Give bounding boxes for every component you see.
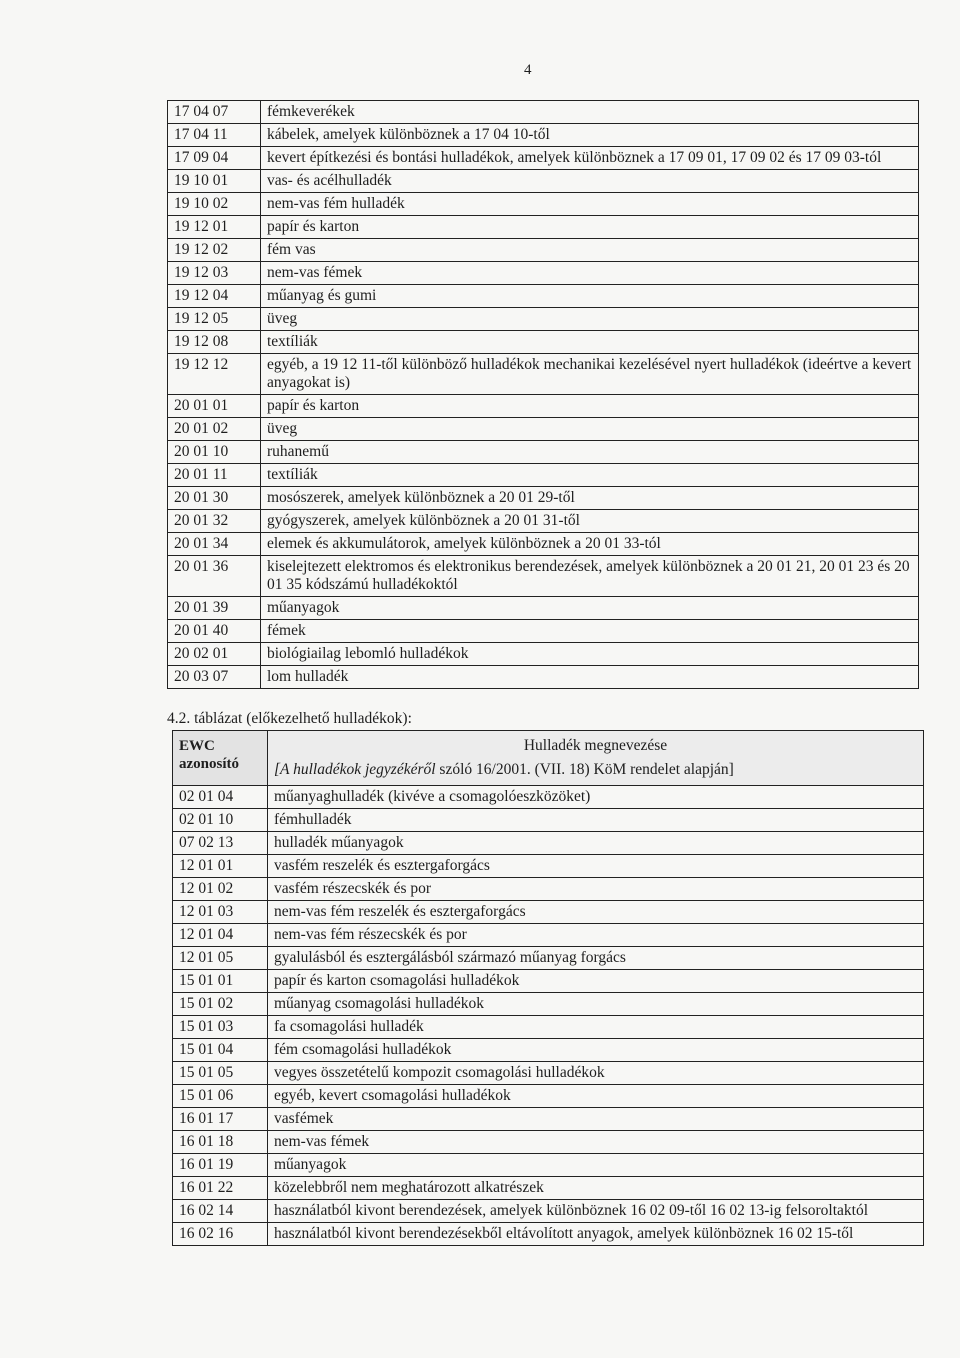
header-legal-reference-rest: szóló 16/2001. (VII. 18) KöM rendelet alapján]	[435, 761, 734, 778]
waste-description-cell: fémkeverékek	[261, 101, 919, 124]
waste-code-cell: 15 01 06	[173, 1085, 268, 1108]
table-row	[173, 1039, 924, 1062]
waste-description-cell: közelebbről nem meghatározott alkatrészek	[268, 1177, 924, 1200]
waste-description-cell: műanyagok	[268, 1154, 924, 1177]
table-row	[173, 809, 924, 832]
waste-description-cell: nem-vas fémek	[261, 262, 919, 285]
waste-description-cell: textíliák	[261, 464, 919, 487]
waste-description-cell: textíliák	[261, 331, 919, 354]
table-row	[173, 855, 924, 878]
table-row	[168, 262, 919, 285]
waste-code-cell: 16 02 14	[173, 1200, 268, 1223]
table-row	[173, 970, 924, 993]
waste-description-cell: mosószerek, amelyek különböznek a 20 01 29-től	[261, 487, 919, 510]
table-row	[173, 1223, 924, 1246]
table-row	[173, 1154, 924, 1177]
waste-code-cell: 16 01 17	[173, 1108, 268, 1131]
waste-description-cell: vasfém részecskék és por	[268, 878, 924, 901]
waste-code-cell: 19 12 04	[168, 285, 261, 308]
waste-code-cell: 07 02 13	[173, 832, 268, 855]
table-row	[168, 510, 919, 533]
table-row	[168, 418, 919, 441]
header-id-label: azonosító	[179, 756, 239, 772]
table-row	[173, 901, 924, 924]
waste-code-table-2	[172, 730, 924, 1246]
waste-description-cell: biológiailag lebomló hulladékok	[261, 643, 919, 666]
waste-code-cell: 16 01 18	[173, 1131, 268, 1154]
header-name-cell	[268, 731, 924, 786]
table-row	[168, 354, 919, 395]
waste-description-cell: használatból kivont berendezések, amelyek különböznek 16 02 09-től 16 02 13-ig felsoroltaktól	[268, 1200, 924, 1223]
waste-code-cell: 20 01 34	[168, 533, 261, 556]
waste-code-cell: 15 01 01	[173, 970, 268, 993]
table-row	[168, 464, 919, 487]
waste-code-cell: 15 01 03	[173, 1016, 268, 1039]
waste-code-cell: 12 01 01	[173, 855, 268, 878]
table-row	[173, 1200, 924, 1223]
table-row	[168, 239, 919, 262]
waste-code-cell: 17 04 11	[168, 124, 261, 147]
waste-description-cell: műanyaghulladék (kivéve a csomagolóeszközöket)	[268, 786, 924, 809]
header-legal-reference	[274, 761, 917, 779]
waste-description-cell: elemek és akkumulátorok, amelyek különböznek a 20 01 33-tól	[261, 533, 919, 556]
table-row	[173, 786, 924, 809]
waste-code-cell: 20 01 39	[168, 597, 261, 620]
table-row	[168, 487, 919, 510]
table-row	[168, 331, 919, 354]
table-row	[168, 147, 919, 170]
header-legal-reference-italic: [A hulladékok jegyzékéről	[274, 761, 436, 778]
waste-code-cell: 17 04 07	[168, 101, 261, 124]
table-caption: 4.2. táblázat (előkezelhető hulladékok):	[167, 710, 412, 727]
waste-code-cell: 20 03 07	[168, 666, 261, 689]
waste-code-cell: 16 01 19	[173, 1154, 268, 1177]
table-row	[173, 993, 924, 1016]
waste-description-cell: papír és karton	[261, 395, 919, 418]
table-row	[168, 533, 919, 556]
waste-code-cell: 20 02 01	[168, 643, 261, 666]
waste-code-cell: 15 01 05	[173, 1062, 268, 1085]
waste-description-cell: vegyes összetételű kompozit csomagolási hulladékok	[268, 1062, 924, 1085]
waste-description-cell: hulladék műanyagok	[268, 832, 924, 855]
table-row	[173, 924, 924, 947]
waste-code-cell: 19 12 02	[168, 239, 261, 262]
waste-code-cell: 16 02 16	[173, 1223, 268, 1246]
waste-code-cell: 20 01 11	[168, 464, 261, 487]
waste-description-cell: használatból kivont berendezésekből eltávolított anyagok, amelyek különböznek 16 02 15-től	[268, 1223, 924, 1246]
table-row	[168, 170, 919, 193]
table-row	[173, 947, 924, 970]
waste-description-cell: gyalulásból és esztergálásból származó műanyag forgács	[268, 947, 924, 970]
waste-description-cell: ruhanemű	[261, 441, 919, 464]
waste-code-cell: 20 01 36	[168, 556, 261, 597]
waste-description-cell: egyéb, kevert csomagolási hulladékok	[268, 1085, 924, 1108]
table-row	[173, 1131, 924, 1154]
waste-description-cell: műanyag és gumi	[261, 285, 919, 308]
waste-code-cell: 02 01 10	[173, 809, 268, 832]
waste-description-cell: fa csomagolási hulladék	[268, 1016, 924, 1039]
table-row	[168, 666, 919, 689]
waste-description-cell: fémek	[261, 620, 919, 643]
waste-description-cell: műanyag csomagolási hulladékok	[268, 993, 924, 1016]
waste-code-cell: 17 09 04	[168, 147, 261, 170]
header-ewc-label: EWC	[179, 738, 215, 754]
waste-description-cell: kábelek, amelyek különböznek a 17 04 10-től	[261, 124, 919, 147]
table-row	[173, 878, 924, 901]
table-header-row	[173, 731, 924, 786]
waste-code-cell: 15 01 02	[173, 993, 268, 1016]
waste-code-cell: 20 01 01	[168, 395, 261, 418]
waste-description-cell: fém vas	[261, 239, 919, 262]
waste-code-cell: 19 12 05	[168, 308, 261, 331]
table-row	[168, 597, 919, 620]
table-row	[173, 1177, 924, 1200]
waste-code-cell: 19 12 01	[168, 216, 261, 239]
waste-code-cell: 20 01 30	[168, 487, 261, 510]
waste-description-cell: egyéb, a 19 12 11-től különböző hulladékok mechanikai kezelésével nyert hulladékok (ideértve a kevert anyagokat is)	[261, 354, 919, 395]
waste-description-cell: műanyagok	[261, 597, 919, 620]
waste-code-cell: 19 12 03	[168, 262, 261, 285]
header-ewc-cell	[173, 731, 268, 786]
table-row	[168, 395, 919, 418]
waste-code-cell: 19 10 02	[168, 193, 261, 216]
waste-description-cell: nem-vas fém részecskék és por	[268, 924, 924, 947]
waste-description-cell: papír és karton csomagolási hulladékok	[268, 970, 924, 993]
waste-code-table-1	[167, 100, 919, 689]
waste-description-cell: nem-vas fémek	[268, 1131, 924, 1154]
waste-description-cell: nem-vas fém hulladék	[261, 193, 919, 216]
table-row	[173, 1016, 924, 1039]
waste-description-cell: gyógyszerek, amelyek különböznek a 20 01 31-től	[261, 510, 919, 533]
table-row	[168, 216, 919, 239]
waste-code-cell: 20 01 40	[168, 620, 261, 643]
table-row	[173, 1085, 924, 1108]
header-name-label: Hulladék megnevezése	[523, 737, 668, 754]
waste-code-cell: 20 01 02	[168, 418, 261, 441]
table-row	[168, 285, 919, 308]
waste-description-cell: lom hulladék	[261, 666, 919, 689]
waste-code-cell: 19 12 08	[168, 331, 261, 354]
waste-description-cell: papír és karton	[261, 216, 919, 239]
waste-description-cell: üveg	[261, 418, 919, 441]
table-row	[168, 441, 919, 464]
waste-description-cell: kevert építkezési és bontási hulladékok, amelyek különböznek a 17 09 01, 17 09 02 és 17 09 03-tól	[261, 147, 919, 170]
page-number: 4	[524, 62, 532, 78]
waste-code-cell: 16 01 22	[173, 1177, 268, 1200]
waste-description-cell: nem-vas fém reszelék és esztergaforgács	[268, 901, 924, 924]
table-row	[173, 832, 924, 855]
waste-description-cell: üveg	[261, 308, 919, 331]
waste-code-cell: 20 01 32	[168, 510, 261, 533]
waste-code-cell: 12 01 04	[173, 924, 268, 947]
waste-description-cell: vasfémek	[268, 1108, 924, 1131]
waste-code-cell: 12 01 03	[173, 901, 268, 924]
table-row	[168, 193, 919, 216]
waste-code-cell: 19 10 01	[168, 170, 261, 193]
table-row	[168, 643, 919, 666]
waste-code-cell: 02 01 04	[173, 786, 268, 809]
waste-code-cell: 12 01 05	[173, 947, 268, 970]
waste-description-cell: fémhulladék	[268, 809, 924, 832]
waste-description-cell: vasfém reszelék és esztergaforgács	[268, 855, 924, 878]
table-row	[173, 1108, 924, 1131]
table-row	[168, 308, 919, 331]
waste-code-cell: 19 12 12	[168, 354, 261, 395]
table-row	[168, 101, 919, 124]
table-row	[168, 556, 919, 597]
table-row	[173, 1062, 924, 1085]
table-row	[168, 620, 919, 643]
waste-code-cell: 20 01 10	[168, 441, 261, 464]
waste-code-cell: 15 01 04	[173, 1039, 268, 1062]
table-row	[168, 124, 919, 147]
waste-description-cell: fém csomagolási hulladékok	[268, 1039, 924, 1062]
waste-description-cell: vas- és acélhulladék	[261, 170, 919, 193]
waste-code-cell: 12 01 02	[173, 878, 268, 901]
waste-description-cell: kiselejtezett elektromos és elektronikus berendezések, amelyek különböznek a 20 01 21, 20 01 23 és 20 01 35 kódszámú hulladékoktól	[261, 556, 919, 597]
